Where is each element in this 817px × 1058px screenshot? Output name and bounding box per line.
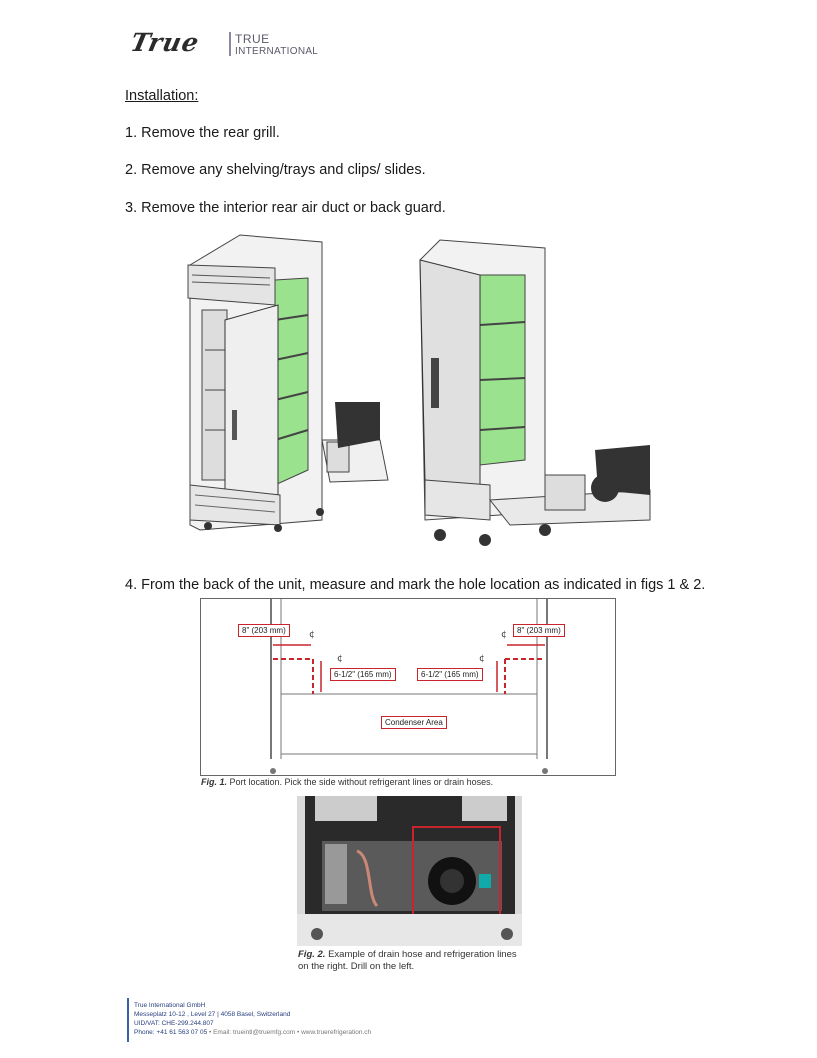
step-1: 1. Remove the rear grill.	[125, 125, 280, 141]
svg-text:¢: ¢	[337, 654, 343, 664]
left-vertical-dimension: 6-1/2" (165 mm)	[330, 668, 396, 681]
footer-email-web: • Email: trueintl@truemfg.com • www.truerefrigeration.ch	[207, 1029, 372, 1036]
condenser-area-label: Condenser Area	[381, 716, 447, 729]
footer-company: True International GmbH	[134, 1002, 206, 1009]
footer-address: Messeplatz 10-12 , Level 27 | 4058 Basel, Switzerland	[134, 1011, 291, 1018]
refrigerator-illustrations	[180, 230, 660, 555]
footer-divider	[127, 998, 129, 1042]
drain-hose-photo-drawing	[297, 796, 522, 946]
fig2-caption	[298, 949, 528, 973]
svg-text:¢: ¢	[309, 630, 315, 640]
fig1-caption	[201, 777, 493, 787]
drain-hose-photo	[297, 796, 522, 946]
logo-international-word: INTERNATIONAL	[235, 46, 319, 57]
logo-true-word: TRUE	[235, 32, 270, 46]
footer-contact	[134, 1029, 371, 1037]
true-script-logo: True	[127, 28, 203, 57]
fig1-caption-text: Port location. Pick the side without refrigerant lines or drain hoses.	[227, 777, 494, 787]
svg-text:¢: ¢	[479, 654, 485, 664]
svg-text:¢: ¢	[501, 630, 507, 640]
step-3: 3. Remove the interior rear air duct or back guard.	[125, 200, 446, 216]
right-vertical-dimension: 6-1/2" (165 mm)	[417, 668, 483, 681]
fig2-caption-text: Example of drain hose and refrigeration lines on the right. Drill on the left.	[298, 949, 517, 972]
right-refrigerator-image	[420, 240, 650, 546]
footer-phone: Phone: +41 61 563 07 05	[134, 1029, 208, 1036]
step-4: 4. From the back of the unit, measure and mark the hole location as indicated in figs 1 & 2.	[125, 577, 706, 593]
footer-vat: UID/VAT: CHE-299.244.807	[134, 1020, 214, 1027]
fig1-caption-label: Fig. 1.	[201, 777, 228, 787]
left-horizontal-dimension: 8" (203 mm)	[238, 624, 290, 637]
installation-heading: Installation:	[125, 88, 199, 104]
logo-divider	[229, 32, 231, 56]
left-refrigerator-image	[188, 235, 388, 532]
port-location-diagram	[200, 598, 616, 776]
right-horizontal-dimension: 8" (203 mm)	[513, 624, 565, 637]
fig2-caption-label: Fig. 2.	[298, 949, 326, 960]
step-2: 2. Remove any shelving/trays and clips/ slides.	[125, 162, 426, 178]
